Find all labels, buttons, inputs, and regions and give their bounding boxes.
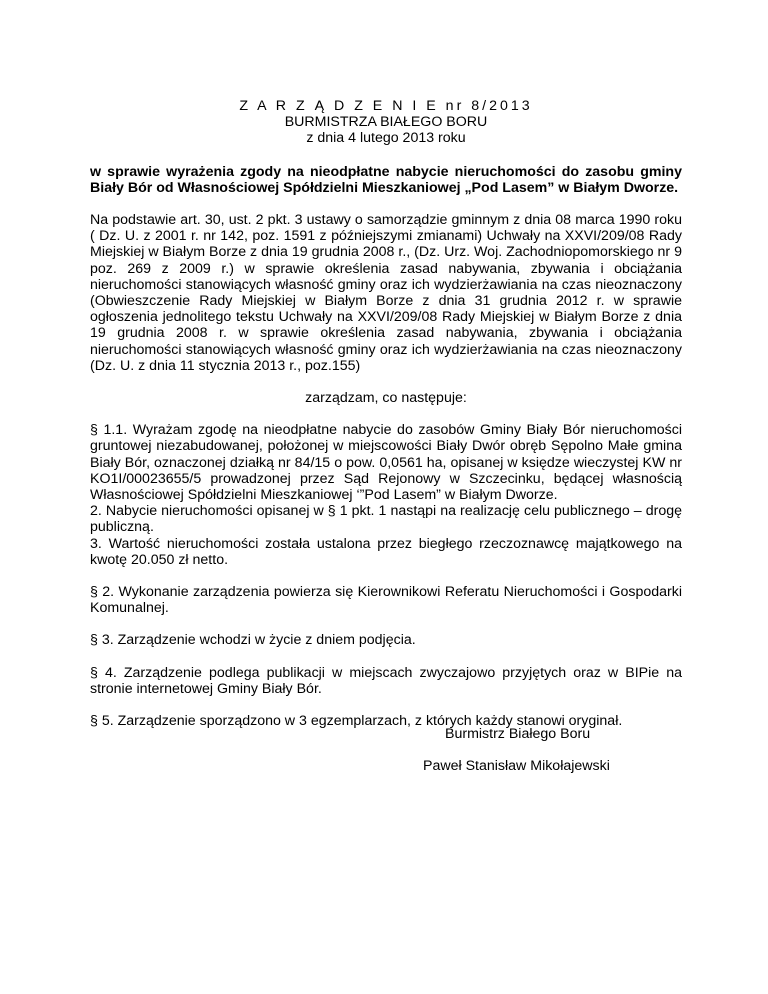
- issue-date: z dnia 4 lutego 2013 roku: [306, 130, 466, 147]
- issuer-title: BURMISTRZA BIAŁEGO BORU: [284, 114, 488, 131]
- order-phrase: zarządzam, co następuje:: [305, 390, 467, 407]
- section-4: § 4. Zarządzenie podlega publikacji w miejscach zwyczajowo przyjętych oraz w BIPie na stronie internetowej Gminy Biały Bór.: [90, 664, 682, 697]
- section-3: § 3. Zarządzenie wchodzi w życie z dniem podjęcia.: [90, 632, 416, 649]
- document-header: [90, 98, 682, 147]
- section-1-point-1: § 1.1. Wyrażam zgodę na nieodpłatne nabycie do zasobów Gminy Biały Bór nieruchomości gruntowej niezabudowanej, położonej w miejscowości Biały Dwór obręb Sępolno Małe gmina Biały Bór, oznaczonej działką nr 84/15 o pow. 0,0561 ha, opisanej w księdze wieczystej KW nr KO1I/00023655/5 prowadzonej przez Sąd Rejonowy w Szczecinku, będącej własnością Własnościowej Spółdzielni Mieszkaniowej ‘”Pod Lasem” w Białym Dworze.: [90, 422, 682, 504]
- section-1-point-3: 3. Wartość nieruchomości została ustalona przez biegłego rzeczoznawcę majątkowego na kwotę 20.050 zł netto.: [90, 535, 682, 568]
- signatory-title: Burmistrz Białego Boru: [445, 726, 591, 742]
- legal-basis-paragraph: Na podstawie art. 30, ust. 2 pkt. 3 ustawy o samorządzie gminnym z dnia 08 marca 1990 roku ( Dz. U. z 2001 r. nr 142, poz. 1591 z późniejszymi zmianami) Uchwały na XXVI/209/08 Rady Miejskiej w Białym Borze z dnia 19 grudnia 2008 r., (Dz. Urz. Woj. Zachodniopomorskiego nr 9 poz. 269 z 2009 r.) w sprawie określenia zasad nabywania, zbywania i obciążania nieruchomości stanowiących własność gminy oraz ich wydzierżawiania na czas nieoznaczony (Obwieszczenie Rady Miejskiej w Białym Borze z dnia 31 grudnia 2012 r. w sprawie ogłoszenia jednolitego tekstu Uchwały na XXVI/209/08 Rady Miejskiej w Białym Borze z dnia 19 grudnia 2008 r. w sprawie określenia zasad nabywania, zbywania i obciążania nieruchomości stanowiących własność gminy oraz ich wydzierżawiania na czas nieoznaczony (Dz. U. z dnia 11 stycznia 2013 r., poz.155): [90, 212, 682, 374]
- signatory-name: Paweł Stanisław Mikołajewski: [423, 758, 610, 774]
- document-body: [90, 98, 682, 729]
- section-2: § 2. Wykonanie zarządzenia powierza się Kierownikowi Referatu Nieruchomości i Gospodarki Komunalnej.: [90, 584, 682, 617]
- section-5: § 5. Zarządzenie sporządzono w 3 egzemplarzach, z których każdy stanowi oryginał.: [90, 713, 623, 730]
- section-1-point-2: 2. Nabycie nieruchomości opisanej w § 1 pkt. 1 nastąpi na realizację celu publicznego – drogę publiczną.: [90, 503, 682, 536]
- ordinance-number: Z A R Z Ą D Z E N I E nr 8/2013: [239, 98, 533, 114]
- document-subject: w sprawie wyrażenia zgody na nieodpłatne nabycie nieruchomości do zasobu gminy Biały Bór od Własnościowej Spółdzielni Mieszkaniowej „Pod Lasem” w Białym Dworze.: [90, 163, 682, 196]
